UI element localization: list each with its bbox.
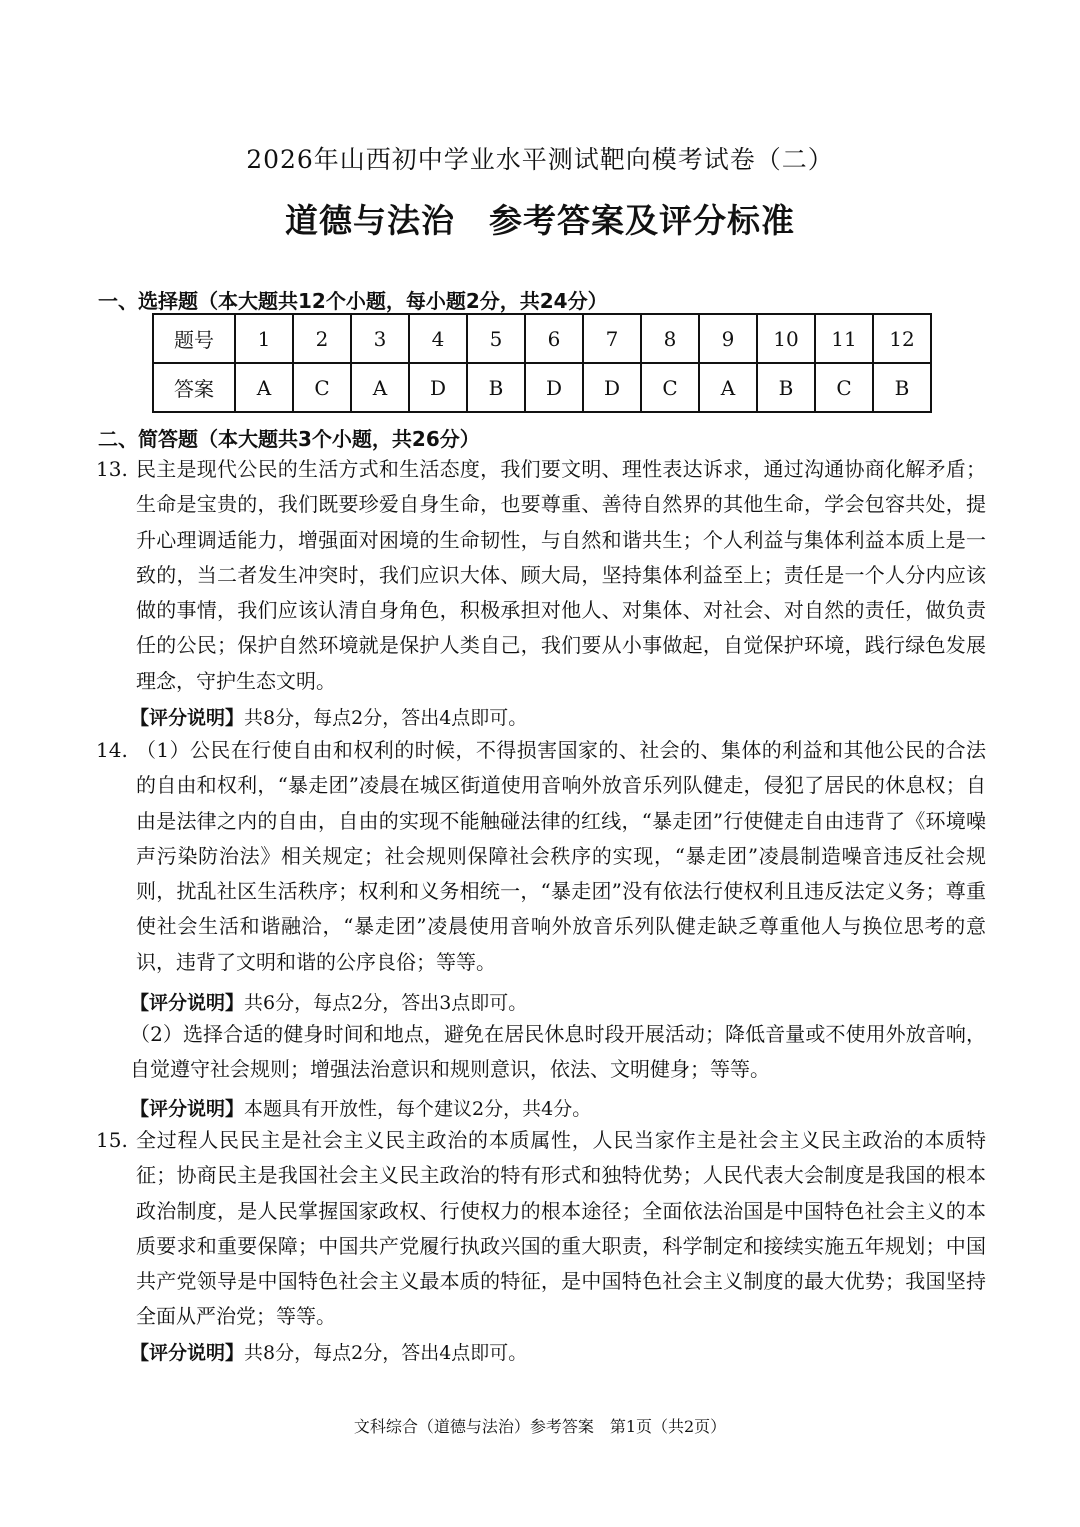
table-row-numbers	[153, 314, 931, 363]
note-label: 【评分说明】	[130, 1342, 245, 1364]
scoring-note-14-1	[130, 988, 527, 1015]
note-text: 共8分，每点2分，答出4点即可。	[244, 1342, 528, 1364]
question-14-part-2: （2）选择合适的健身时间和地点，避免在居民休息时段开展活动；降低音量或不使用外放音响，自觉遵守社会规则；增强法治意识和规则意识，依法、文明健身；等等。	[130, 1022, 986, 1082]
document-subtitle: 道德与法治 参考答案及评分标准	[285, 201, 795, 240]
section-1-heading: 一、选择题（本大题共12个小题，每小题2分，共24分）	[98, 289, 608, 313]
question-number: 2	[293, 314, 351, 363]
question-number: 3	[351, 314, 409, 363]
answer-table	[152, 313, 932, 413]
question-15-answer: 全过程人民民主是社会主义民主政治的本质属性，人民当家作主是社会主义民主政治的本质特征；协商民主是我国社会主义民主政治的特有形式和独特优势；人民代表大会制度是我国的根本政治制度，是人民掌握国家政权、行使权力的根本途径；全面依法治国是中国特色社会主义的本质要求和重要保障；中国共产党履行执政兴国的重大职责，科学制定和接续实施五年规划；中国共产党领导是中国特色社会主义最本质的特征，是中国特色社会主义制度的最大优势；我国坚持全面从严治党；等等。	[136, 1128, 986, 1329]
question-13-answer: 民主是现代公民的生活方式和生活态度，我们要文明、理性表达诉求，通过沟通协商化解矛盾；生命是宝贵的，我们既要珍爱自身生命，也要尊重、善待自然界的其他生命，学会包容共处，提升心理调适能力，增强面对困境的生命韧性，与自然和谐共生；个人利益与集体利益本质上是一致的，当二者发生冲突时，我们应识大体、顾大局，坚持集体利益至上；责任是一个人分内应该做的事情，我们应该认清自身角色，积极承担对他人、对集体、对社会、对自然的责任，做负责任的公民；保护自然环境就是保护人类自己，我们要从小事做起，自觉保护环境，践行绿色发展理念，守护生态文明。	[136, 457, 986, 693]
answer-cell: D	[409, 363, 467, 412]
question-number: 6	[525, 314, 583, 363]
scoring-note-13	[130, 703, 527, 730]
question-number-14: 14.	[96, 738, 128, 762]
answer-cell: A	[699, 363, 757, 412]
question-number: 8	[641, 314, 699, 363]
note-text: 共8分，每点2分，答出4点即可。	[244, 707, 528, 729]
question-number-13: 13.	[96, 457, 128, 481]
question-number: 12	[873, 314, 931, 363]
answer-cell: B	[467, 363, 525, 412]
answer-cell: D	[583, 363, 641, 412]
answer-cell: C	[815, 363, 873, 412]
note-label: 【评分说明】	[130, 1098, 245, 1120]
question-number: 5	[467, 314, 525, 363]
page-footer: 文科综合（道德与法治）参考答案 第1页（共2页）	[353, 1417, 727, 1436]
answer-cell: C	[293, 363, 351, 412]
answer-cell: A	[351, 363, 409, 412]
answer-cell: B	[873, 363, 931, 412]
row-label-answer: 答案	[153, 363, 235, 412]
table-row-answers	[153, 363, 931, 412]
question-13	[96, 452, 986, 699]
scoring-note-15	[130, 1338, 527, 1365]
question-number: 11	[815, 314, 873, 363]
question-number: 10	[757, 314, 815, 363]
question-number: 4	[409, 314, 467, 363]
note-label: 【评分说明】	[130, 992, 245, 1014]
exam-title: 2026年山西初中学业水平测试靶向模考试卷（二）	[246, 145, 834, 174]
note-text: 共6分，每点2分，答出3点即可。	[244, 992, 528, 1014]
question-number: 9	[699, 314, 757, 363]
note-text: 本题具有开放性，每个建议2分，共4分。	[244, 1098, 592, 1120]
answer-cell: B	[757, 363, 815, 412]
question-number: 1	[235, 314, 293, 363]
question-14	[96, 733, 986, 980]
question-number-15: 15.	[96, 1128, 128, 1152]
answer-cell: A	[235, 363, 293, 412]
answer-cell: C	[641, 363, 699, 412]
row-label-number: 题号	[153, 314, 235, 363]
answer-cell: D	[525, 363, 583, 412]
note-label: 【评分说明】	[130, 707, 245, 729]
section-2-heading: 二、简答题（本大题共3个小题，共26分）	[98, 427, 480, 451]
scoring-note-14-2	[130, 1094, 591, 1121]
question-number: 7	[583, 314, 641, 363]
question-14-part-1: （1）公民在行使自由和权利的时候，不得损害国家的、社会的、集体的利益和其他公民的合法的自由和权利，“暴走团”凌晨在城区街道使用音响外放音乐列队健走，侵犯了居民的休息权；自由是法律之内的自由，自由的实现不能触碰法律的红线，“暴走团”行使健走自由违背了《环境噪声污染防治法》相关规定；社会规则保障社会秩序的实现，“暴走团”凌晨制造噪音违反社会规则，扰乱社区生活秩序；权利和义务相统一，“暴走团”没有依法行使权利且违反法定义务；尊重使社会生活和谐融洽，“暴走团”凌晨使用音响外放音乐列队健走缺乏尊重他人与换位思考的意识，违背了文明和谐的公序良俗；等等。	[136, 738, 986, 974]
question-15	[96, 1123, 986, 1335]
